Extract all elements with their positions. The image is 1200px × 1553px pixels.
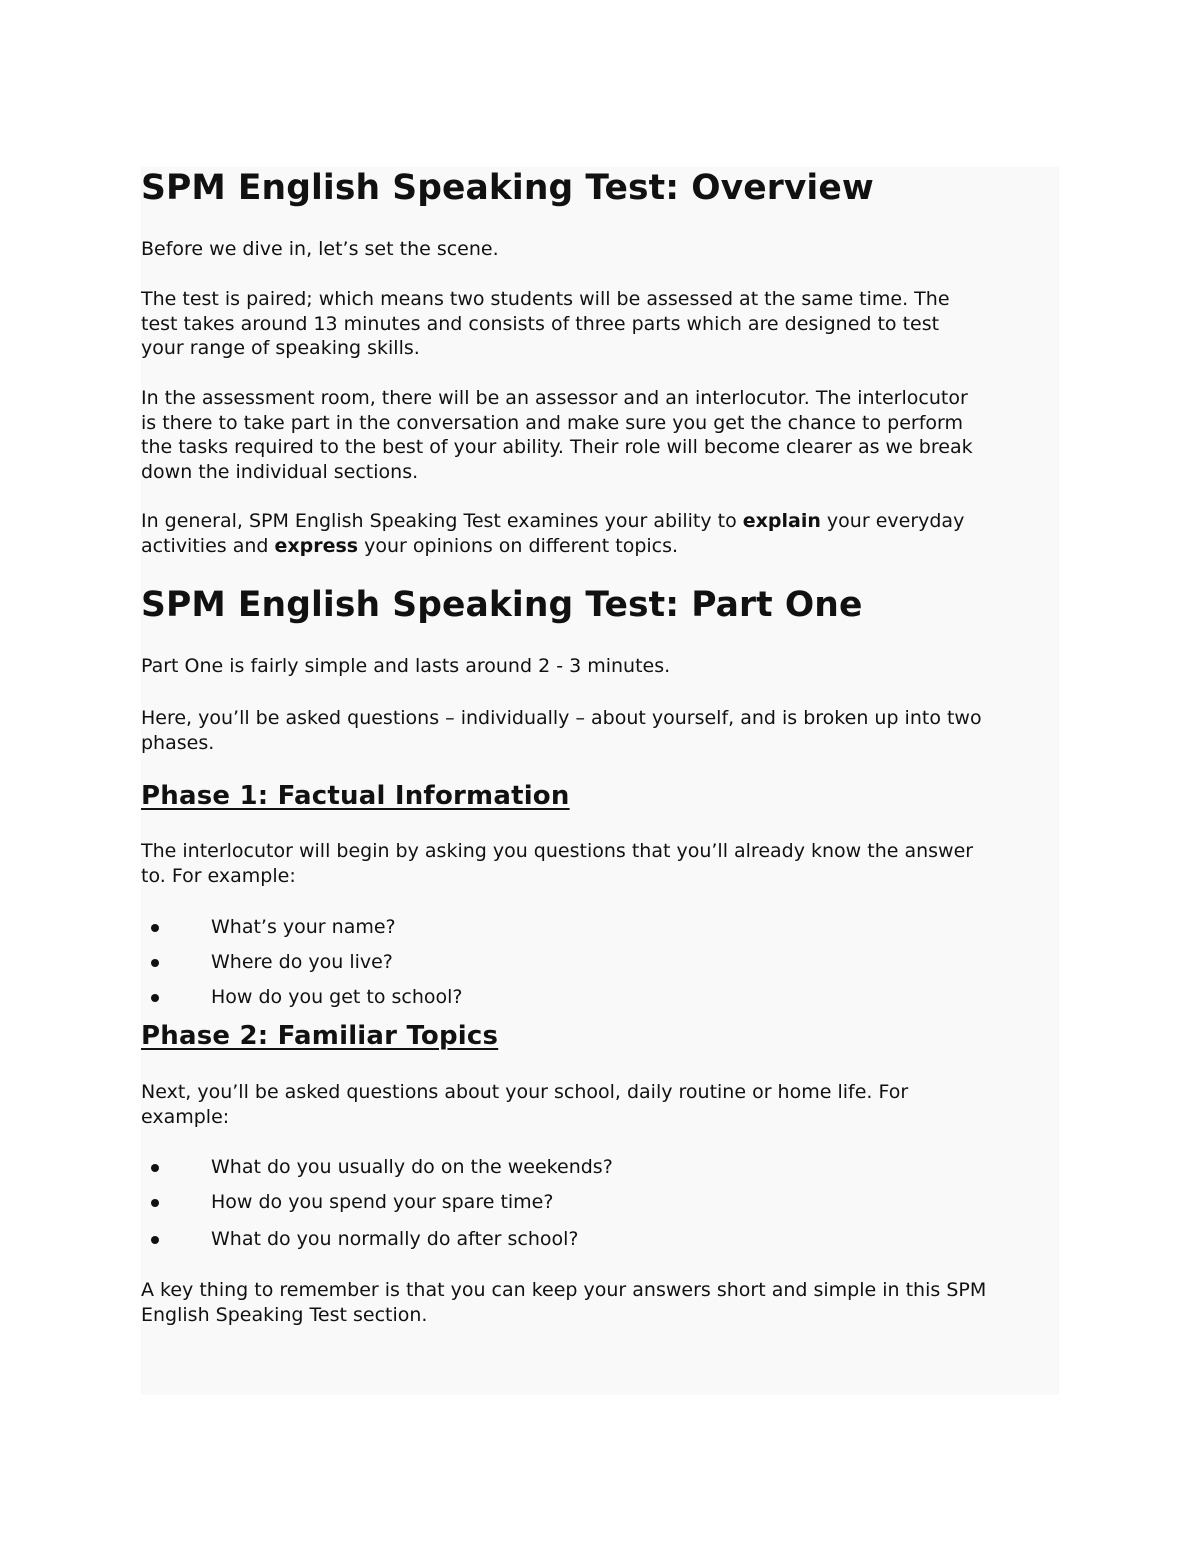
text-line: to. For example: — [141, 864, 296, 887]
text-segment: your opinions on different topics. — [358, 534, 679, 557]
phase-2-heading: Phase 2: Familiar Topics — [141, 1021, 499, 1051]
bullet-icon — [151, 994, 159, 1002]
bullet-icon — [151, 1199, 159, 1207]
part-one-paragraph-2 — [141, 706, 982, 755]
list-item-text: What do you usually do on the weekends? — [211, 1156, 613, 1178]
text-segment: activities and — [141, 534, 275, 557]
list-item-text: How do you spend your spare time? — [211, 1191, 554, 1213]
list-item-text: How do you get to school? — [211, 986, 463, 1008]
text-line: English Speaking Test section. — [141, 1303, 428, 1326]
phase-2-intro — [141, 1080, 908, 1129]
bullet-icon — [151, 1236, 159, 1244]
phase-1-heading: Phase 1: Factual Information — [141, 781, 570, 811]
emphasis-explain: explain — [742, 510, 821, 532]
list-item-text: Where do you live? — [211, 951, 393, 973]
emphasis-express: express — [274, 534, 359, 557]
bullet-icon — [151, 959, 159, 967]
text-line: the tasks required to the best of your ability. Their role will become clearer as we break — [141, 436, 973, 458]
text-line: is there to take part in the conversation and make sure you get the chance to perform — [141, 411, 963, 434]
text-line: The interlocutor will begin by asking you questions that you’ll already know the answer — [141, 840, 974, 862]
text-line: Here, you’ll be asked questions – individually – about yourself, and is broken up into two — [141, 707, 982, 729]
text-line: your range of speaking skills. — [141, 337, 420, 359]
overview-paragraph-4 — [141, 509, 964, 558]
part-one-intro: Part One is fairly simple and lasts around 2 - 3 minutes. — [141, 655, 671, 677]
text-line: test takes around 13 minutes and consists of three parts which are designed to test — [141, 312, 940, 335]
bullet-icon — [151, 1164, 159, 1172]
text-line: A key thing to remember is that you can keep your answers short and simple in this SPM — [141, 1279, 987, 1301]
phase-2-closing — [141, 1278, 986, 1327]
text-segment: In general, SPM English Speaking Test examines your ability to — [141, 510, 743, 532]
text-line: example: — [141, 1105, 230, 1128]
text-line: down the individual sections. — [141, 460, 419, 483]
bullet-icon — [151, 924, 159, 932]
document-page — [141, 167, 1059, 1395]
text-line: The test is paired; which means two students will be assessed at the same time. The — [141, 288, 950, 310]
text-line: Next, you’ll be asked questions about your school, daily routine or home life. For — [141, 1081, 909, 1103]
text-line: In the assessment room, there will be an assessor and an interlocutor. The interlocutor — [141, 387, 968, 409]
part-one-heading: SPM English Speaking Test: Part One — [141, 585, 863, 625]
phase-1-intro — [141, 839, 973, 888]
text-segment: your everyday — [820, 510, 965, 532]
overview-paragraph-2 — [141, 287, 950, 361]
overview-heading: SPM English Speaking Test: Overview — [141, 168, 874, 208]
text-line: phases. — [141, 731, 215, 754]
list-item-text: What’s your name? — [211, 916, 396, 938]
overview-intro: Before we dive in, let’s set the scene. — [141, 238, 499, 260]
list-item-text: What do you normally do after school? — [211, 1228, 579, 1250]
overview-paragraph-3 — [141, 386, 973, 484]
